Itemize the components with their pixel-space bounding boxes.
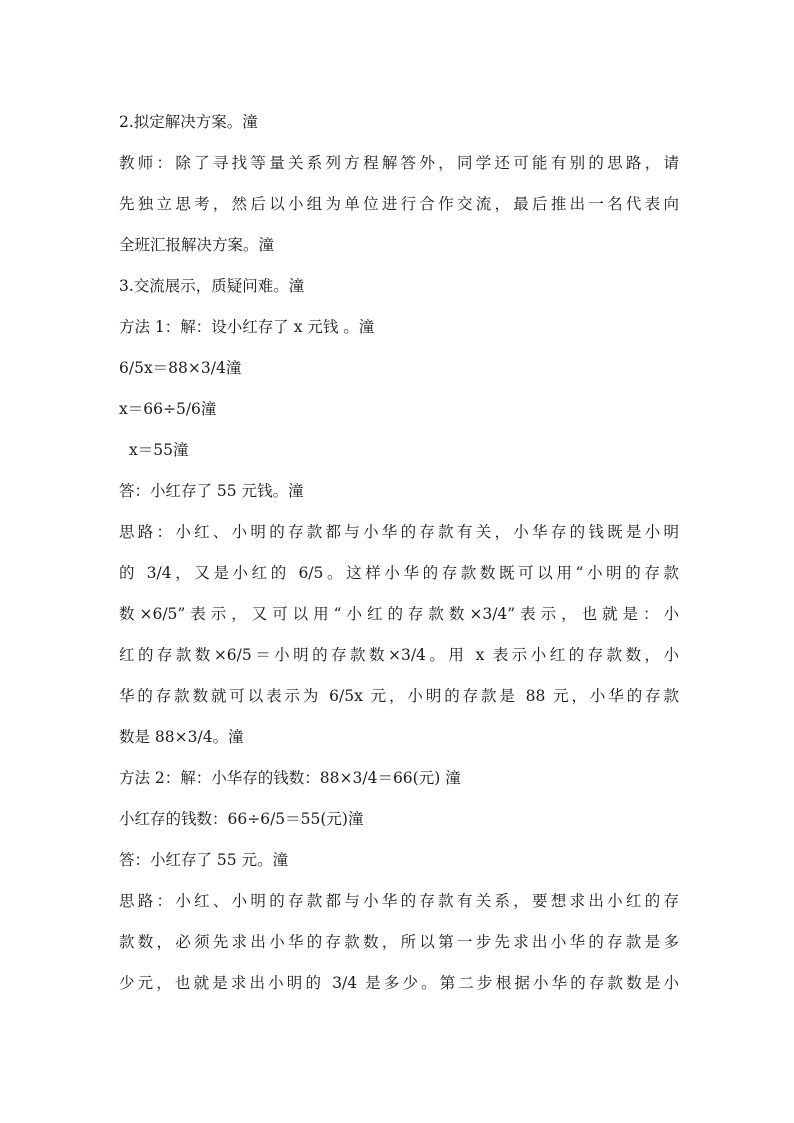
text-line: 红的存款数×6/5＝小明的存款数×3/4。用 x 表示小红的存款数，小: [119, 646, 679, 664]
text-line: 数×6/5”表示，又可以用“小红的存款数×3/4”表示，也就是：小: [119, 605, 679, 623]
text-line: 方法 1：解：设小红存了 x 元钱 。潼: [119, 318, 375, 336]
text-line: 教师：除了寻找等量关系列方程解答外，同学还可能有别的思路，请: [119, 154, 679, 172]
text-line: x＝66÷5/6潼: [119, 400, 217, 418]
document-body: [119, 102, 679, 1004]
text-line: 答：小红存了 55 元。潼: [119, 851, 289, 869]
text-line: 少元，也就是求出小明的 3/4 是多少。第二步根据小华的存款数是小: [119, 974, 679, 992]
text-line: 全班汇报解决方案。潼: [119, 236, 275, 254]
text-line: 3.交流展示，质疑问难。潼: [119, 277, 305, 295]
text-line: 方法 2：解：小华存的钱数：88×3/4＝66(元) 潼: [119, 769, 461, 787]
text-line: 款数，必须先求出小华的存款数，所以第一步先求出小华的存款是多: [119, 933, 679, 951]
text-line: 答：小红存了 55 元钱。潼: [119, 482, 304, 500]
text-line: 6/5x＝88×3/4潼: [119, 359, 242, 377]
text-line: 思路：小红、小明的存款都与小华的存款有关系，要想求出小红的存: [119, 892, 679, 910]
text-line: 2.拟定解决方案。潼: [119, 113, 258, 131]
text-line: 先独立思考，然后以小组为单位进行合作交流，最后推出一名代表向: [119, 195, 679, 213]
text-line: 数是 88×3/4。潼: [119, 728, 244, 746]
text-line: x＝55潼: [129, 441, 189, 459]
text-line: 的 3/4，又是小红的 6/5。这样小华的存款数既可以用“小明的存款: [119, 564, 679, 582]
text-line: 思路：小红、小明的存款都与小华的存款有关，小华存的钱既是小明: [119, 523, 679, 541]
text-line: 华的存款数就可以表示为 6/5x 元，小明的存款是 88 元，小华的存款: [119, 687, 679, 705]
text-line: 小红存的钱数：66÷6/5＝55(元)潼: [119, 810, 364, 828]
